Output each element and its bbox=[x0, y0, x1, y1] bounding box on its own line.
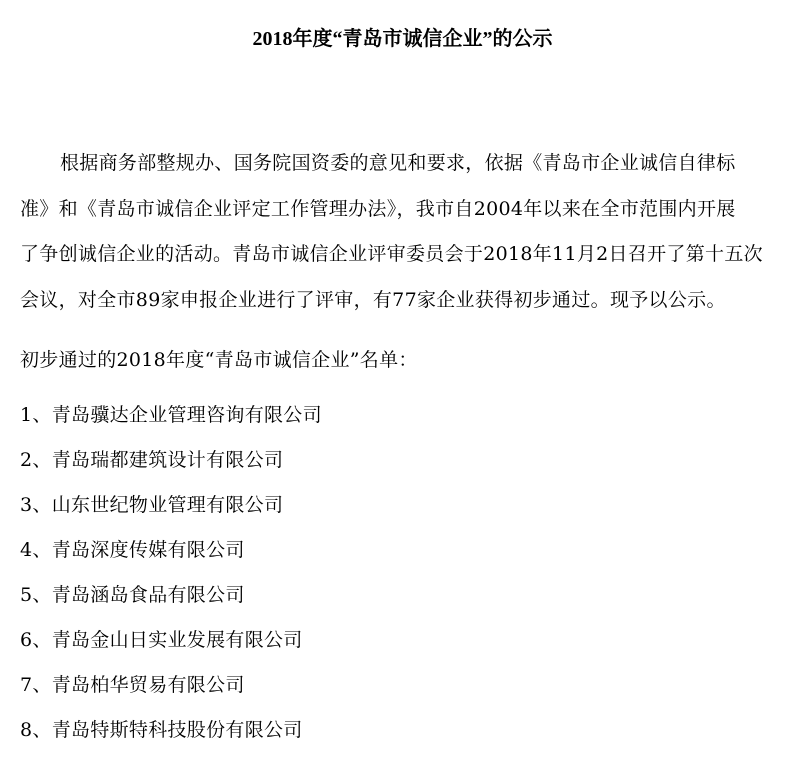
list-heading: 初步通过的2018年度“青岛市诚信企业”名单： bbox=[20, 349, 418, 371]
list-item: 4、青岛深度传媒有限公司 bbox=[20, 539, 245, 561]
page-title: 2018年度“青岛市诚信企业”的公示 bbox=[252, 28, 553, 50]
paragraph-line: 准》和《青岛市诚信企业评定工作管理办法》，我市自2004年以来在全市范围内开展 bbox=[20, 198, 736, 220]
list-item: 1、青岛骥达企业管理咨询有限公司 bbox=[20, 404, 322, 426]
list-item: 6、青岛金山日实业发展有限公司 bbox=[20, 629, 303, 651]
paragraph-line: 了争创诚信企业的活动。青岛市诚信企业评审委员会于2018年11月2日召开了第十五次 bbox=[20, 243, 763, 265]
list-item: 7、青岛柏华贸易有限公司 bbox=[20, 674, 245, 696]
paragraph-line: 根据商务部整规办、国务院国资委的意见和要求，依据《青岛市企业诚信自律标 bbox=[60, 152, 736, 174]
list-item: 2、青岛瑞都建筑设计有限公司 bbox=[20, 449, 284, 471]
paragraph-line: 会议，对全市89家申报企业进行了评审，有77家企业获得初步通过。现予以公示。 bbox=[20, 289, 726, 311]
list-item: 3、山东世纪物业管理有限公司 bbox=[20, 494, 284, 516]
list-item: 5、青岛涵岛食品有限公司 bbox=[20, 584, 245, 606]
list-item: 8、青岛特斯特科技股份有限公司 bbox=[20, 719, 303, 741]
